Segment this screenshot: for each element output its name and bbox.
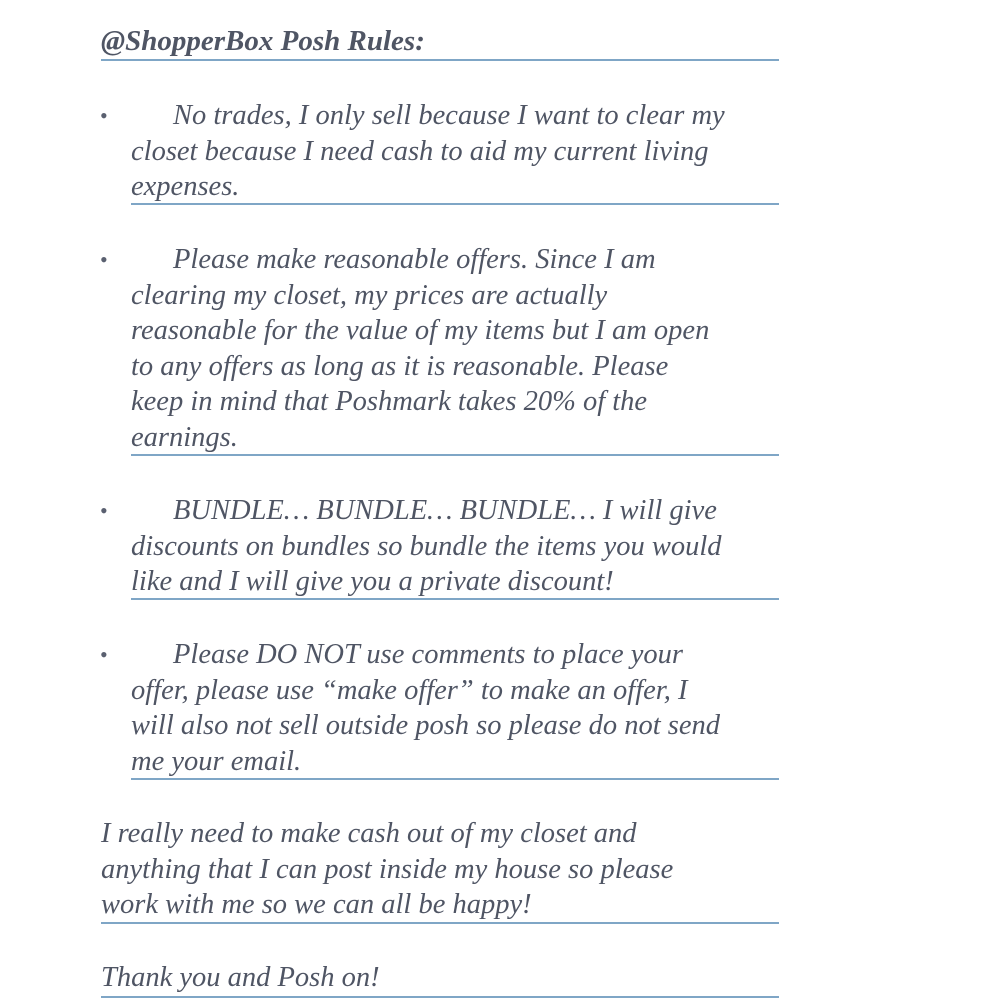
rule-line: to any offers as long as it is reasonable. Please	[131, 350, 669, 382]
signoff	[101, 960, 779, 998]
rule-line: BUNDLE… BUNDLE… BUNDLE… I will give	[173, 495, 717, 526]
rule-line: discounts on bundles so bundle the items you would	[131, 530, 722, 562]
rule-line: like and I will give you a private discount!	[131, 566, 614, 598]
rule-line: No trades, I only sell because I want to clear my	[173, 100, 725, 131]
closing-line: work with me so we can all be happy!	[101, 889, 532, 921]
rule-line: me your email.	[131, 745, 302, 777]
rule-bundle	[131, 493, 779, 600]
bullet-marker: •	[100, 103, 108, 128]
rule-reasonable-offers	[131, 242, 779, 456]
rule-line: clearing my closet, my prices are actually	[131, 279, 608, 311]
bullet-marker: •	[100, 498, 108, 523]
rule-no-comment-offers	[131, 637, 779, 780]
rule-line: earnings.	[131, 421, 238, 453]
rule-no-trades	[131, 98, 779, 205]
bullet-marker: •	[100, 642, 108, 667]
rule-line: Please make reasonable offers. Since I am	[173, 244, 656, 275]
signoff-line: Thank you and Posh on!	[101, 962, 380, 993]
rule-line: Please DO NOT use comments to place your	[173, 639, 684, 670]
closing-line: I really need to make cash out of my closet and	[101, 818, 637, 849]
rule-line: will also not sell outside posh so please do not send	[131, 710, 720, 742]
closing-line: anything that I can post inside my house so please	[101, 853, 674, 885]
rule-line: closet because I need cash to aid my current living	[131, 135, 709, 167]
bullet-marker: •	[100, 247, 108, 272]
document-title: @ShopperBox Posh Rules:	[101, 22, 779, 61]
rule-line: offer, please use “make offer” to make an offer, I	[131, 674, 688, 706]
rule-line: keep in mind that Poshmark takes 20% of the	[131, 386, 648, 418]
closing-paragraph	[101, 816, 779, 924]
rule-line: reasonable for the value of my items but I am open	[131, 315, 710, 347]
rule-line: expenses.	[131, 171, 240, 203]
